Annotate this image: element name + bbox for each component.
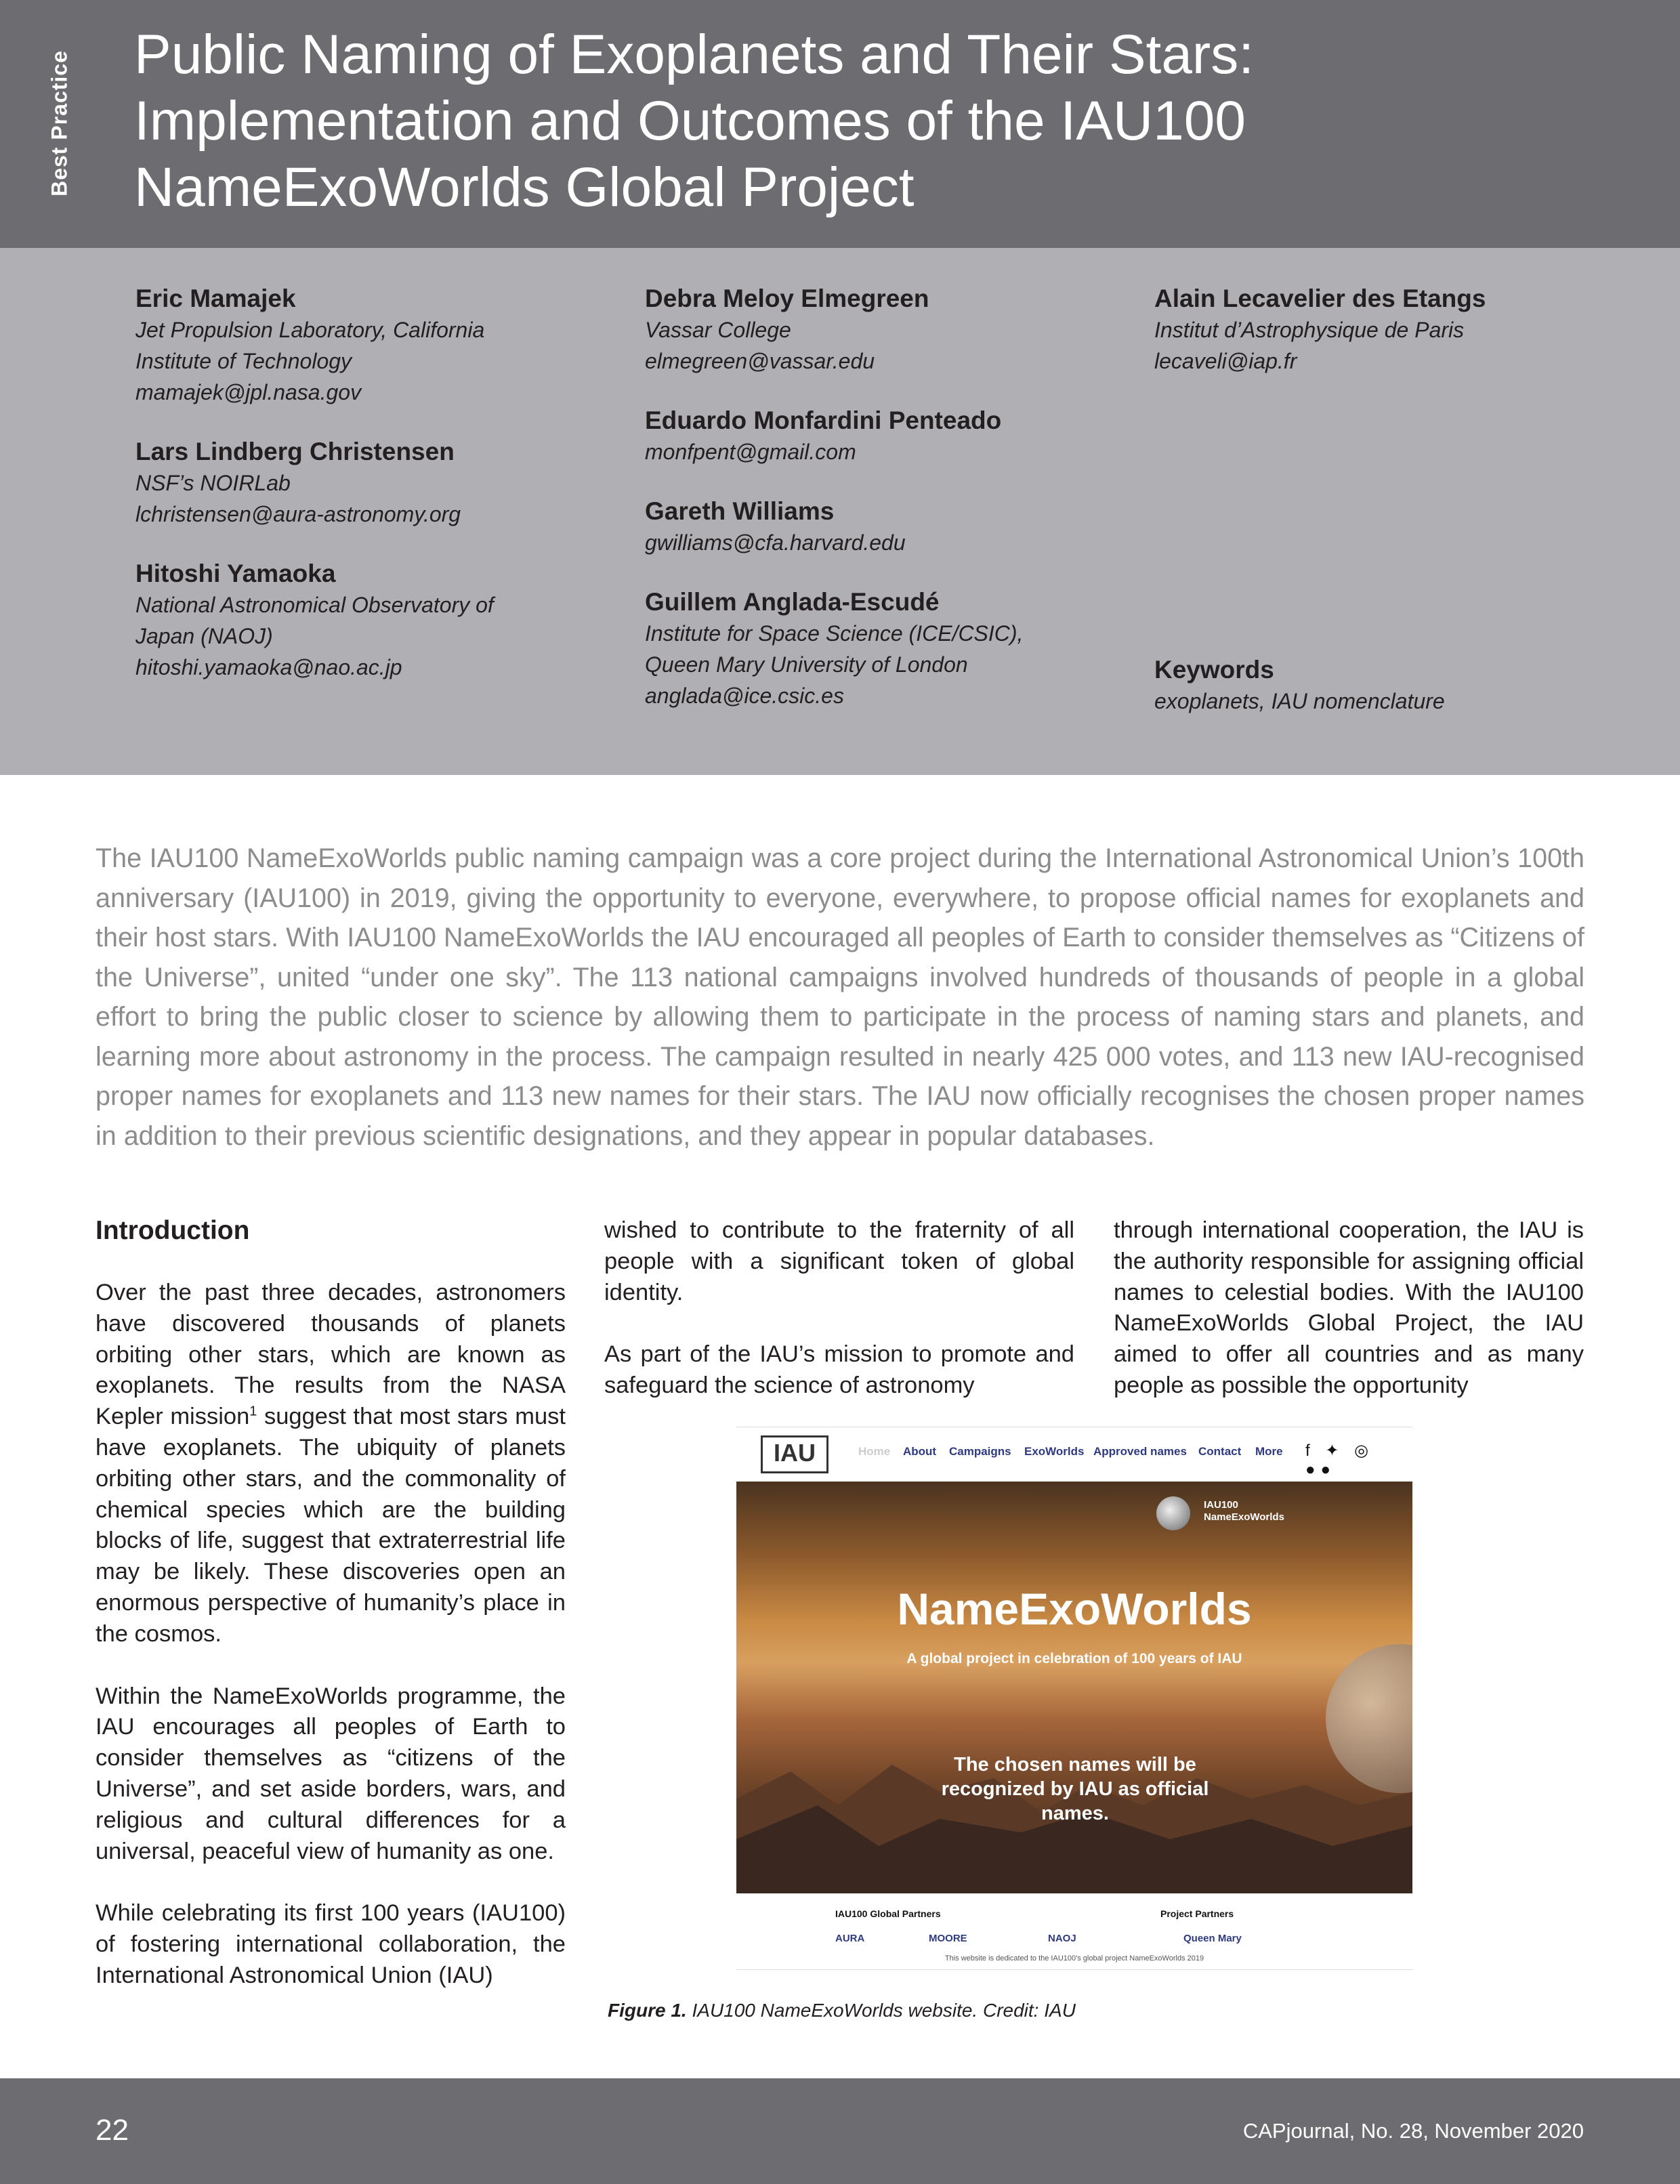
author-name: Debra Meloy Elmegreen [645, 285, 929, 312]
body-paragraph: As part of the IAU’s mission to promote and safeguard the science of astronomy [604, 1341, 1074, 1399]
body-paragraph: through international cooperation, the IAU is the authority responsible for assigning official names to celestial bodies. With the IAU100 NameExoWorlds Global Project, the IAU aimed to offer all countries and as many people as possible the opportunity [1114, 1217, 1584, 1398]
author-affiliation: Jet Propulsion Laboratory, California [135, 318, 485, 342]
section-label: Best Practice [47, 50, 72, 196]
hero-tagline: A global project in celebration of 100 years of IAU [906, 1651, 1242, 1666]
global-partners-label: IAU100 Global Partners [835, 1908, 941, 1919]
header-band [0, 0, 1680, 248]
figure-website-screenshot [736, 1427, 1412, 1970]
author-affiliation: Queen Mary University of London [645, 652, 968, 677]
nav-more-link: More [1255, 1445, 1283, 1458]
project-partners-label: Project Partners [1160, 1908, 1234, 1919]
author-affiliation: Institut d’Astrophysique de Paris [1154, 318, 1465, 342]
figure-hero-image [736, 1482, 1412, 1893]
body-paragraph: wished to contribute to the fraternity of all people with a significant token of global identity. [604, 1217, 1074, 1305]
figure-navbar [736, 1427, 1412, 1480]
aura-logo: AURA [835, 1933, 865, 1944]
author-name: Eduardo Monfardini Penteado [645, 406, 1002, 434]
author-name: Gareth Williams [645, 497, 835, 525]
author-block [645, 283, 1023, 377]
nav-approved-names-link: Approved names [1093, 1445, 1187, 1458]
author-name: Eric Mamajek [135, 285, 296, 312]
author-block [135, 283, 494, 408]
article-title: Public Naming of Exoplanets and Their Stars: Implementation and Outcomes of the IAU100 NameExoWorlds Global Project [134, 24, 1255, 218]
body-paragraph [96, 1278, 566, 1650]
body-text: suggest that most stars must have exoplanets. The ubiquity of planets orbiting other stars, and the commonality of chemical species which are the building blocks of life, suggest that extraterrestrial life may be likely. These discoveries open an enormous perspective of humanity’s place in the cosmos. [96, 1404, 566, 1647]
caption-text: IAU100 NameExoWorlds website. Credit: IAU [686, 2000, 1076, 2021]
nav-exoworlds-link: ExoWorlds [1024, 1445, 1085, 1458]
author-affiliation: Institute of Technology [135, 349, 352, 373]
author-email: monfpent@gmail.com [645, 440, 856, 464]
queen-mary-logo: Queen Mary [1183, 1933, 1242, 1944]
brand-line: IAU100 [1204, 1499, 1238, 1511]
keywords-text: exoplanets, IAU nomenclature [1154, 689, 1445, 713]
author-email: anglada@ice.csic.es [645, 684, 844, 708]
iau-logo: IAU [761, 1435, 828, 1473]
body-paragraph: Within the NameExoWorlds programme, the IAU encourages all peoples of Earth to consider themselves as “citizens of the Universe”, and set aside borders, wars, and religious and cultural differences for a universal, peaceful view of humanity as one. [96, 1683, 566, 1864]
author-block [135, 558, 494, 683]
author-block [1154, 283, 1486, 377]
authors-column-1 [135, 283, 494, 711]
hero-title: NameExoWorlds [897, 1584, 1252, 1634]
nav-campaigns-link: Campaigns [949, 1445, 1011, 1458]
author-email: elmegreen@vassar.edu [645, 349, 875, 373]
author-affiliation: Institute for Space Science (ICE/CSIC), [645, 621, 1024, 646]
keywords-label: Keywords [1154, 656, 1274, 684]
abstract: The IAU100 NameExoWorlds public naming campaign was a core project during the International Astronomical Union’s 100th anniversary (IAU100) in 2019, giving the opportunity to everyone, everywhere, to propose official names for exoplanets and their host stars. With IAU100 NameExoWorlds the IAU encouraged all peoples of Earth to consider themselves as “Citizens of the Universe”, united “under one sky”. The 113 national campaigns involved hundreds of thousands of people in a global effort to bring the public closer to science by allowing them to participate in the process of naming stars and planets, and learning more about astronomy in the process. The campaign resulted in nearly 425 000 votes, and 113 new IAU-recognised proper names for exoplanets and 113 new names for their stars. The IAU now officially recognises the chosen proper names in addition to their previous scientific designations, and they appear in popular databases. [96, 843, 1584, 1151]
nameexoworlds-brand [1204, 1499, 1284, 1524]
author-email: gwilliams@cfa.harvard.edu [645, 530, 906, 555]
body-paragraph: While celebrating its first 100 years (IAU100) of fostering international collaboration, the International Astronomical Union (IAU) [96, 1900, 566, 1988]
page-number: 22 [96, 2114, 129, 2147]
section-heading-introduction: Introduction [96, 1216, 250, 1245]
moore-logo: MOORE [929, 1933, 967, 1944]
brand-moon-icon [1156, 1496, 1190, 1530]
nav-home-link: Home [858, 1445, 891, 1458]
caption-label: Figure 1. [608, 2000, 687, 2021]
social-icons: f ✦ ◎ ●● [1305, 1442, 1374, 1479]
author-block [135, 436, 494, 530]
author-affiliation: Japan (NAOJ) [135, 624, 273, 648]
figure-footer-text: This website is dedicated to the IAU100's global project NameExoWorlds 2019 [944, 1954, 1204, 1962]
journal-info: CAPjournal, No. 28, November 2020 [1242, 2119, 1584, 2143]
author-email: mamajek@jpl.nasa.gov [135, 380, 362, 404]
nav-about-link: About [903, 1445, 937, 1458]
footnote-ref[interactable]: 1 [249, 1404, 257, 1419]
author-affiliation: NSF’s NOIRLab [135, 471, 291, 495]
author-affiliation: Vassar College [645, 318, 791, 342]
naoj-logo: NAOJ [1048, 1933, 1076, 1944]
footer-band [0, 2078, 1680, 2184]
body-column-3 [1114, 1215, 1584, 1433]
author-name: Lars Lindberg Christensen [135, 438, 455, 465]
body-text: Over the past three decades, astronomers have discovered thousands of planets orbiting other stars, which are known as exoplanets. The results from the NASA Kepler mission [96, 1280, 566, 1430]
keywords-block [1154, 654, 1445, 717]
author-name: Alain Lecavelier des Etangs [1154, 285, 1486, 312]
author-name: Guillem Anglada-Escudé [645, 588, 940, 616]
body-column-1 [96, 1215, 566, 2023]
author-email: hitoshi.yamaoka@nao.ac.jp [135, 655, 402, 679]
author-email: lecaveli@iap.fr [1154, 349, 1297, 373]
authors-panel [0, 248, 1680, 775]
authors-column-2 [645, 283, 1023, 740]
author-email: lchristensen@aura-astronomy.org [135, 502, 461, 526]
brand-line: NameExoWorlds [1204, 1511, 1284, 1523]
hero-message: The chosen names will be recognized by IAU as official names. [941, 1754, 1209, 1824]
figure-caption [608, 1998, 1076, 2023]
nav-contact-link: Contact [1198, 1445, 1242, 1458]
authors-column-3 [1154, 283, 1486, 405]
author-block [645, 587, 1023, 711]
author-block [645, 405, 1023, 467]
author-affiliation: National Astronomical Observatory of [135, 593, 494, 617]
author-block [645, 496, 1023, 558]
body-column-2 [604, 1215, 1074, 1433]
author-name: Hitoshi Yamaoka [135, 560, 336, 587]
